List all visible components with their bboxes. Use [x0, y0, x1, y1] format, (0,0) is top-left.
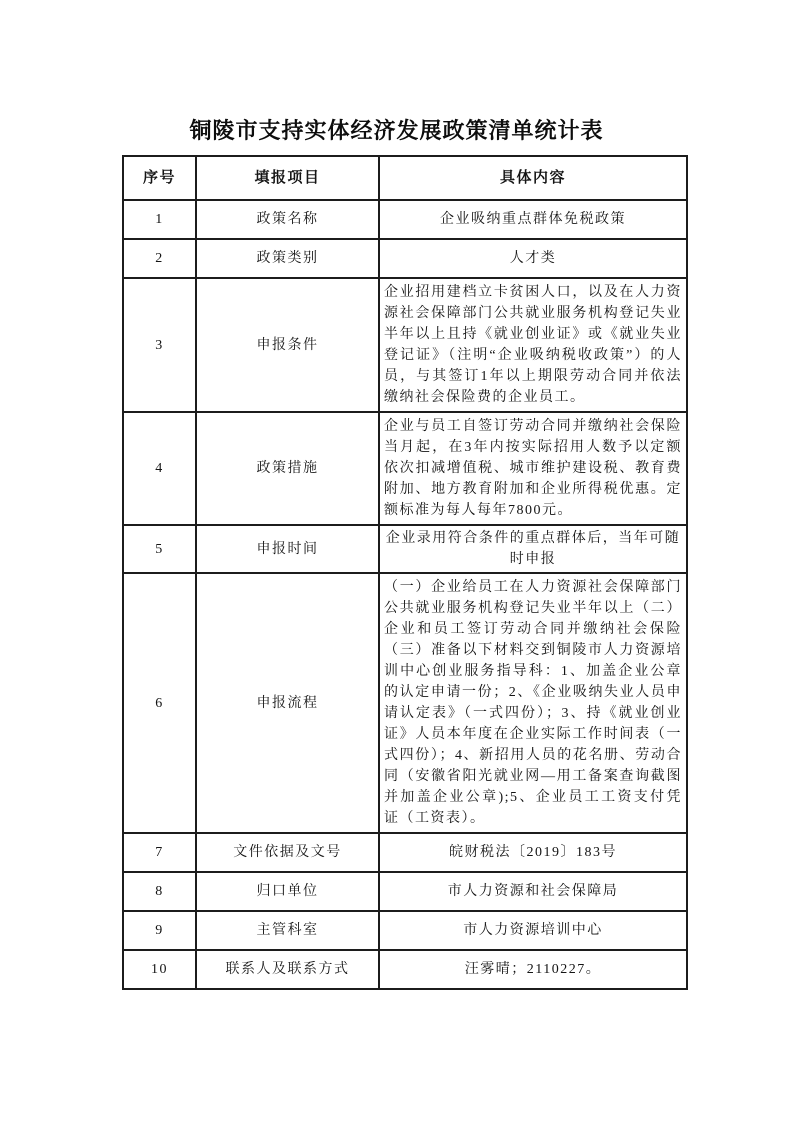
cell-specific-content: 企业录用符合条件的重点群体后，当年可随时申报: [379, 525, 687, 573]
table-row: [123, 573, 687, 833]
table-row: [123, 872, 687, 911]
cell-report-item: 申报条件: [196, 278, 379, 412]
table-row: [123, 950, 687, 989]
table-body: [123, 200, 687, 989]
cell-report-item: 联系人及联系方式: [196, 950, 379, 989]
cell-specific-content: 企业吸纳重点群体免税政策: [379, 200, 687, 239]
cell-specific-content: 汪雾晴；2110227。: [379, 950, 687, 989]
cell-specific-content: 人才类: [379, 239, 687, 278]
column-header-item: 填报项目: [196, 156, 379, 200]
cell-report-item: 申报时间: [196, 525, 379, 573]
table-row: [123, 200, 687, 239]
cell-report-item: 主管科室: [196, 911, 379, 950]
column-header-content: 具体内容: [379, 156, 687, 200]
cell-report-item: 文件依据及文号: [196, 833, 379, 872]
table-row: [123, 911, 687, 950]
table-row: [123, 412, 687, 525]
table-row: [123, 833, 687, 872]
cell-serial-number: 8: [123, 872, 196, 911]
table-row: [123, 278, 687, 412]
cell-specific-content: 皖财税法〔2019〕183号: [379, 833, 687, 872]
cell-serial-number: 1: [123, 200, 196, 239]
table-header-row: [123, 156, 687, 200]
cell-serial-number: 6: [123, 573, 196, 833]
cell-serial-number: 2: [123, 239, 196, 278]
cell-specific-content: 市人力资源和社会保障局: [379, 872, 687, 911]
cell-report-item: 政策类别: [196, 239, 379, 278]
cell-serial-number: 4: [123, 412, 196, 525]
cell-report-item: 政策措施: [196, 412, 379, 525]
cell-specific-content: （一）企业给员工在人力资源社会保障部门公共就业服务机构登记失业半年以上（二）企业和员工签订劳动合同并缴纳社会保险（三）准备以下材料交到铜陵市人力资源培训中心创业服务指导科：1、加盖企业公章的认定申请一份；2、《企业吸纳失业人员申请认定表》（一式四份）；3、持《就业创业证》人员本年度在企业实际工作时间表（一式四份）；4、新招用人员的花名册、劳动合同（安徽省阳光就业网—用工备案查询截图并加盖企业公章);5、企业员工工资支付凭证（工资表）。: [379, 573, 687, 833]
cell-report-item: 政策名称: [196, 200, 379, 239]
cell-specific-content: 企业招用建档立卡贫困人口，以及在人力资源社会保障部门公共就业服务机构登记失业半年以上且持《就业创业证》或《就业失业登记证》（注明“企业吸纳税收政策”）的人员，与其签订1年以上期限劳动合同并依法缴纳社会保险费的企业员工。: [379, 278, 687, 412]
cell-specific-content: 企业与员工自签订劳动合同并缴纳社会保险当月起，在3年内按实际招用人数予以定额依次扣减增值税、城市维护建设税、教育费附加、地方教育附加和企业所得税优惠。定额标准为每人每年7800元。: [379, 412, 687, 525]
cell-serial-number: 3: [123, 278, 196, 412]
cell-serial-number: 5: [123, 525, 196, 573]
table-row: [123, 525, 687, 573]
cell-report-item: 归口单位: [196, 872, 379, 911]
column-header-serial: 序号: [123, 156, 196, 200]
cell-report-item: 申报流程: [196, 573, 379, 833]
table-row: [123, 239, 687, 278]
cell-specific-content: 市人力资源培训中心: [379, 911, 687, 950]
policy-table: [122, 155, 688, 990]
cell-serial-number: 7: [123, 833, 196, 872]
cell-serial-number: 10: [123, 950, 196, 989]
cell-serial-number: 9: [123, 911, 196, 950]
page-title: 铜陵市支持实体经济发展政策清单统计表: [189, 118, 604, 143]
